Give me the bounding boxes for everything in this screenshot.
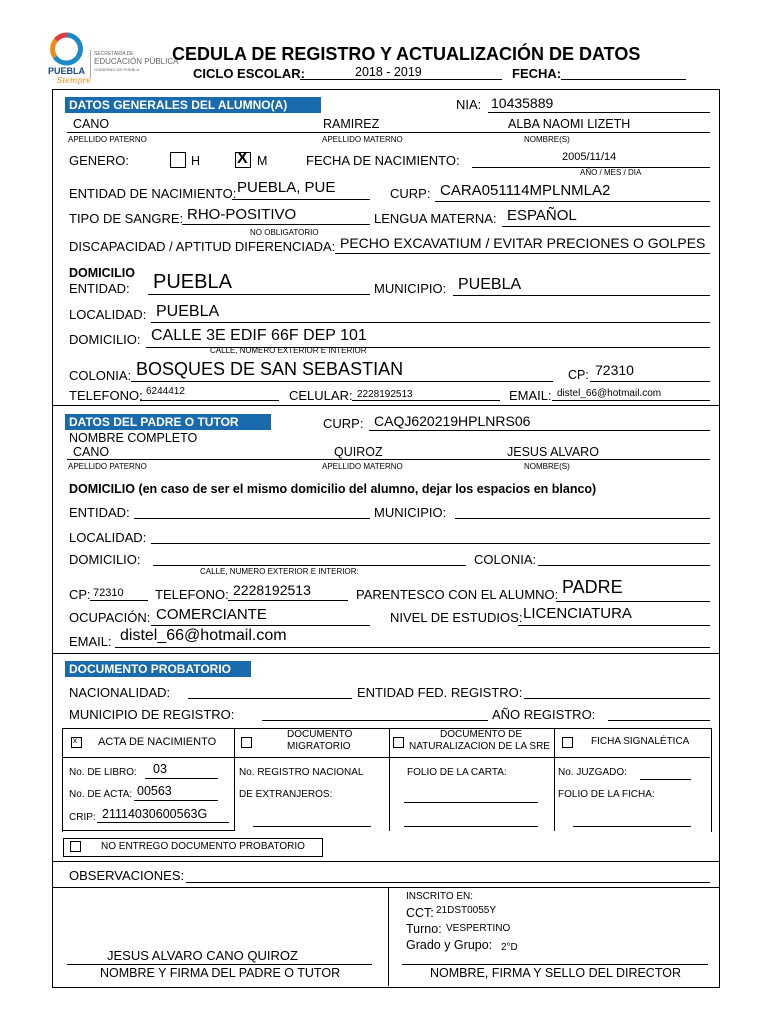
- tutor-telefono-label: TELEFONO:: [155, 587, 229, 602]
- municipio-reg-label: MUNICIPIO DE REGISTRO:: [69, 707, 235, 722]
- fnac-hint: AÑO / MES / DIA: [580, 168, 642, 177]
- anio-reg-label: AÑO REGISTRO:: [492, 707, 596, 722]
- domicilio-value[interactable]: CALLE 3E EDIF 66F DEP 101: [151, 327, 367, 344]
- migratorio-label1: DOCUMENTO: [287, 729, 353, 740]
- registro-nac-label1: No. REGISTRO NACIONAL: [239, 767, 364, 778]
- crip-value[interactable]: 21114030600563G: [102, 807, 208, 821]
- email-label: EMAIL:: [509, 388, 552, 403]
- acta-mark: x: [73, 736, 77, 745]
- estudios-value[interactable]: LICENCIATURA: [523, 605, 632, 622]
- curp-label: CURP:: [390, 186, 431, 201]
- puebla-logo: [47, 32, 92, 90]
- nombre-completo-label: NOMBRE COMPLETO: [69, 431, 198, 445]
- nacionalidad-label: NACIONALIDAD:: [69, 685, 171, 700]
- page-title: CEDULA DE REGISTRO Y ACTUALIZACIÓN DE DATOS: [172, 44, 641, 64]
- telefono-value[interactable]: 6244412: [146, 386, 185, 397]
- logo-subtext: Siempre: [57, 76, 92, 85]
- discap-label: DISCAPACIDAD / APTITUD DIFERENCIADA:: [69, 239, 336, 254]
- colonia-value[interactable]: BOSQUES DE SAN SEBASTIAN: [136, 359, 404, 379]
- section-alumno-header: DATOS GENERALES DEL ALUMNO(A): [65, 97, 321, 113]
- tutor-curp-value[interactable]: CAQJ620219HPLNRS06: [374, 413, 531, 429]
- genero-m-checkbox[interactable]: [235, 152, 251, 168]
- acta-label: ACTA DE NACIMIENTO: [98, 736, 217, 748]
- ciclo-value: 2018 - 2019: [355, 65, 422, 79]
- fnac-label: FECHA DE NACIMIENTO:: [306, 153, 460, 168]
- lengua-value[interactable]: ESPAÑOL: [507, 207, 577, 224]
- genero-h-checkbox[interactable]: [170, 152, 186, 168]
- tutor-cp-value[interactable]: 72310: [93, 587, 124, 599]
- ocupacion-label: OCUPACIÓN:: [69, 610, 151, 625]
- lbl-ap-paterno: APELLIDO PATERNO: [68, 135, 147, 144]
- tutor-lbl-ap-paterno: APELLIDO PATERNO: [68, 462, 147, 471]
- tutor-calle-hint: CALLE, NUMERO EXTERIOR E INTERIOR:: [200, 567, 359, 576]
- localidad-value[interactable]: PUEBLA: [156, 303, 220, 320]
- padre-firma-label: NOMBRE Y FIRMA DEL PADRE O TUTOR: [100, 966, 341, 980]
- ficha-label: FICHA SIGNALÉTICA: [591, 736, 690, 747]
- tutor-curp-label: CURP:: [323, 416, 364, 431]
- ciclo-label: CICLO ESCOLAR:: [193, 66, 305, 81]
- tutor-apellido-materno[interactable]: QUIROZ: [334, 445, 383, 459]
- parentesco-value[interactable]: PADRE: [562, 577, 623, 597]
- genero-m-label: M: [257, 154, 268, 168]
- libro-value[interactable]: 03: [153, 762, 167, 776]
- sep-line3: GOBIERNO DE PUEBLA: [94, 67, 140, 72]
- libro-label: No. DE LIBRO:: [69, 767, 137, 778]
- sep-line1: SECRETARÍA DE: [94, 51, 134, 57]
- ficha-checkbox[interactable]: [562, 737, 573, 748]
- ocupacion-value[interactable]: COMERCIANTE: [156, 606, 267, 623]
- tutor-domicilio-label: DOMICILIO:: [69, 552, 141, 567]
- tutor-email-label: EMAIL:: [69, 634, 112, 649]
- no-obligatorio: NO OBLIGATORIO: [250, 228, 319, 237]
- municipio-value[interactable]: PUEBLA: [458, 276, 522, 293]
- fnac-value[interactable]: 2005/11/14: [562, 151, 617, 163]
- lengua-label: LENGUA MATERNA:: [374, 211, 497, 226]
- tutor-lbl-nombres: NOMBRE(S): [524, 462, 570, 471]
- cct-value[interactable]: 21DST0055Y: [436, 905, 497, 916]
- migratorio-label2: MIGRATORIO: [287, 741, 351, 752]
- entidad-nac-label: ENTIDAD DE NACIMIENTO:: [69, 186, 237, 201]
- lbl-nombres: NOMBRE(S): [524, 135, 570, 144]
- juzgado-label: No. JUZGADO:: [558, 767, 627, 778]
- crip-label: CRIP:: [69, 812, 96, 823]
- tutor-email-value[interactable]: distel_66@hotmail.com: [120, 627, 287, 644]
- cp-value[interactable]: 72310: [595, 362, 634, 378]
- section-tutor-header: DATOS DEL PADRE O TUTOR: [65, 414, 271, 430]
- observaciones-label: OBSERVACIONES:: [69, 868, 185, 883]
- logo-text: PUEBLA: [48, 66, 86, 76]
- genero-label: GENERO:: [69, 153, 129, 168]
- nia-label: NIA:: [456, 97, 482, 112]
- registro-nac-label2: DE EXTRANJEROS:: [239, 789, 333, 800]
- lbl-ap-materno: APELLIDO MATERNO: [322, 135, 403, 144]
- inscrito-label: INSCRITO EN:: [406, 891, 474, 902]
- cp-label: CP:: [568, 368, 589, 382]
- discap-value[interactable]: PECHO EXCAVATIUM / EVITAR PRECIONES O GOLPES: [340, 235, 706, 251]
- telefono-label: TELEFONO:: [69, 388, 143, 403]
- nia-value[interactable]: 10435889: [491, 95, 554, 111]
- entidad-value[interactable]: PUEBLA: [153, 271, 232, 293]
- tutor-lbl-ap-materno: APELLIDO MATERNO: [322, 462, 403, 471]
- colonia-label: COLONIA:: [69, 368, 132, 383]
- no-entrego-label: NO ENTREGO DOCUMENTO PROBATORIO: [101, 841, 305, 852]
- localidad-label: LOCALIDAD:: [69, 307, 147, 322]
- sangre-value[interactable]: RHO-POSITIVO: [187, 206, 297, 223]
- naturalizacion-checkbox[interactable]: [393, 737, 404, 748]
- sangre-label: TIPO DE SANGRE:: [69, 211, 184, 226]
- alumno-apellido-paterno[interactable]: CANO: [73, 117, 110, 131]
- acta-checkbox[interactable]: [71, 737, 82, 748]
- tutor-municipio-label: MUNICIPIO:: [374, 505, 447, 520]
- tutor-apellido-paterno[interactable]: CANO: [73, 445, 110, 459]
- parentesco-label: PARENTESCO CON EL ALUMNO:: [356, 587, 559, 602]
- estudios-label: NIVEL DE ESTUDIOS:: [390, 610, 523, 625]
- sep-line2: EDUCACIÓN PÚBLICA: [94, 57, 179, 66]
- tutor-nombres[interactable]: JESUS ALVARO: [507, 445, 599, 459]
- alumno-apellido-materno[interactable]: RAMIREZ: [323, 117, 380, 131]
- naturalizacion-label2: NATURALIZACION DE LA SRE: [409, 741, 550, 752]
- tutor-domicilio-note: DOMICILIO (en caso de ser el mismo domicilio del alumno, dejar los espacios en blanco): [69, 482, 597, 496]
- tutor-entidad-label: ENTIDAD:: [69, 505, 130, 520]
- genero-m-mark: X: [237, 150, 248, 167]
- domicilio-label: DOMICILIO:: [69, 332, 141, 347]
- grado-label: Grado y Grupo:: [406, 938, 493, 952]
- celular-label: CELULAR:: [289, 388, 353, 403]
- domicilio-heading: DOMICILIO: [69, 266, 135, 280]
- fecha-label: FECHA:: [512, 66, 562, 81]
- tutor-colonia-label: COLONIA:: [474, 552, 537, 567]
- email-value[interactable]: distel_66@hotmail.com: [557, 388, 662, 399]
- director-firma-label: NOMBRE, FIRMA Y SELLO DEL DIRECTOR: [430, 966, 681, 980]
- migratorio-checkbox[interactable]: [241, 737, 252, 748]
- tutor-cp-label: CP:: [69, 587, 91, 602]
- folio-carta-label: FOLIO DE LA CARTA:: [407, 767, 507, 778]
- section-documento-header: DOCUMENTO PROBATORIO: [65, 661, 251, 677]
- grado-value[interactable]: 2°D: [501, 942, 518, 953]
- tutor-localidad-label: LOCALIDAD:: [69, 530, 147, 545]
- acta-no-label: No. DE ACTA:: [69, 789, 133, 800]
- acta-no-value[interactable]: 00563: [137, 784, 172, 798]
- tutor-telefono-value[interactable]: 2228192513: [233, 582, 311, 598]
- cct-label: CCT:: [406, 906, 434, 920]
- entidad-label: ENTIDAD:: [69, 281, 130, 296]
- folio-ficha-label: FOLIO DE LA FICHA:: [558, 789, 655, 800]
- no-entrego-checkbox[interactable]: [70, 841, 81, 852]
- naturalizacion-label1: DOCUMENTO DE: [440, 729, 523, 740]
- turno-value[interactable]: VESPERTINO: [446, 923, 511, 934]
- municipio-label: MUNICIPIO:: [374, 281, 447, 296]
- calle-hint: CALLE, NUMERO EXTERIOR E INTERIOR: [210, 346, 367, 355]
- alumno-nombres[interactable]: ALBA NAOMI LIZETH: [508, 117, 631, 131]
- entidad-reg-label: ENTIDAD FED. REGISTRO:: [357, 685, 523, 700]
- curp-value[interactable]: CARA051114MPLNMLA2: [440, 182, 611, 199]
- turno-label: Turno:: [406, 922, 442, 936]
- entidad-nac-value[interactable]: PUEBLA, PUE: [237, 179, 336, 196]
- padre-firma-nombre[interactable]: JESUS ALVARO CANO QUIROZ: [107, 948, 298, 963]
- genero-h-label: H: [191, 154, 201, 168]
- celular-value[interactable]: 2228192513: [357, 389, 413, 400]
